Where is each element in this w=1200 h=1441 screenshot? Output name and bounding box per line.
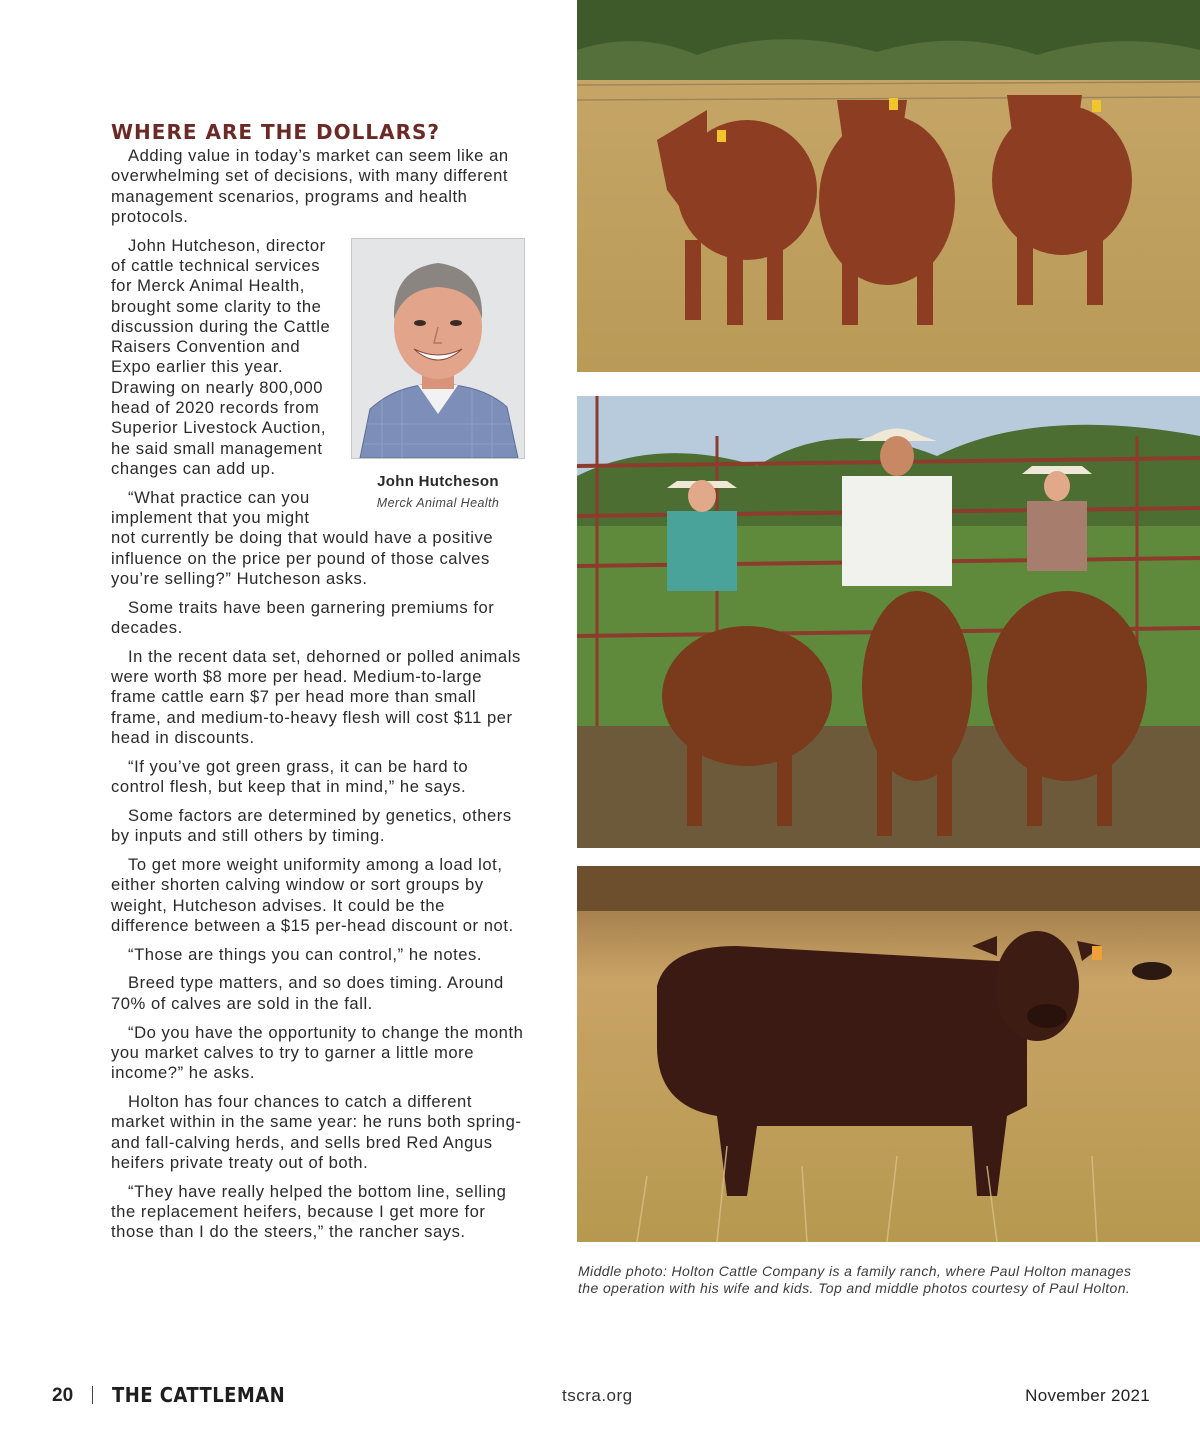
- article-paragraph: “What practice can you implement that you might not currently be doing that would have a positive influence on the price per pound of those calves you’re selling?” Hutcheson asks.: [111, 487, 494, 588]
- portrait-figure: [351, 238, 525, 514]
- article-paragraph: Some traits have been garnering premiums for decades.: [111, 597, 495, 638]
- article-paragraph: “They have really helped the bottom line, selling the replacement heifers, because I get more for those than I do the steers,” the rancher says.: [111, 1181, 507, 1242]
- section-headline: WHERE ARE THE DOLLARS?: [111, 120, 440, 144]
- page-number: 20: [52, 1385, 74, 1406]
- article-column: [111, 120, 525, 1251]
- photo-black-heifer: [577, 866, 1200, 1242]
- article-paragraph: To get more weight uniformity among a load lot, either shorten calving window or sort groups by weight, Hutcheson advises. It could be the difference between a $15 per-head discount or not.: [111, 855, 514, 935]
- article-paragraph: Holton has four chances to catch a different market within in the same year: he runs both spring- and fall-calving herds, and sells bred Red Angus heifers private treaty out of both.: [111, 1091, 522, 1172]
- article-paragraph: John Hutcheson, director of cattle technical services for Merck Animal Health, brought some clarity to the discussion during the Cattle Raisers Convention and Expo earlier this year. Drawing on nearly 800,000 head of 2020 records from Superior Livestock Auction, he said small management changes can add up.: [111, 235, 331, 478]
- portrait-image: [352, 239, 524, 458]
- photo-caption: Middle photo: Holton Cattle Company is a family ranch, where Paul Holton manages the operation with his wife and kids. Top and middle photos courtesy of Paul Holton.: [578, 1263, 1132, 1296]
- footer-divider: [92, 1386, 93, 1404]
- article-paragraph: Breed type matters, and so does timing. Around 70% of calves are sold in the fall.: [111, 973, 504, 1013]
- page-footer: [52, 1382, 1150, 1412]
- article-paragraph: “If you’ve got green grass, it can be hard to control flesh, but keep that in mind,” he says.: [111, 756, 469, 797]
- portrait-affiliation: Merck Animal Health: [376, 495, 500, 510]
- portrait-photo: [351, 238, 525, 459]
- publication-name: THE CATTLEMAN: [112, 1383, 286, 1407]
- article-paragraph: “Those are things you can control,” he notes.: [128, 944, 483, 964]
- article-paragraph: In the recent data set, dehorned or polled animals were worth $8 more per head. Medium-to-large frame cattle earn $7 per head more than small frame, and medium-to-heavy flesh will cost $11 per head in discounts.: [111, 646, 521, 748]
- article-paragraph: Adding value in today’s market can seem like an overwhelming set of decisions, with many different management scenarios, programs and health protocols.: [111, 146, 509, 226]
- portrait-wrap: [111, 235, 525, 510]
- issue-date: November 2021: [1025, 1386, 1150, 1405]
- portrait-name: John Hutcheson: [377, 472, 499, 490]
- article-paragraph: “Do you have the opportunity to change the month you market calves to try to garner a little more income?” he asks.: [111, 1022, 524, 1083]
- article-paragraph: Some factors are determined by genetics, others by inputs and still others by timing.: [111, 805, 512, 846]
- photo-red-cows: [577, 0, 1200, 372]
- website-link[interactable]: tscra.org: [562, 1386, 633, 1405]
- photo-family-horses: [577, 396, 1200, 848]
